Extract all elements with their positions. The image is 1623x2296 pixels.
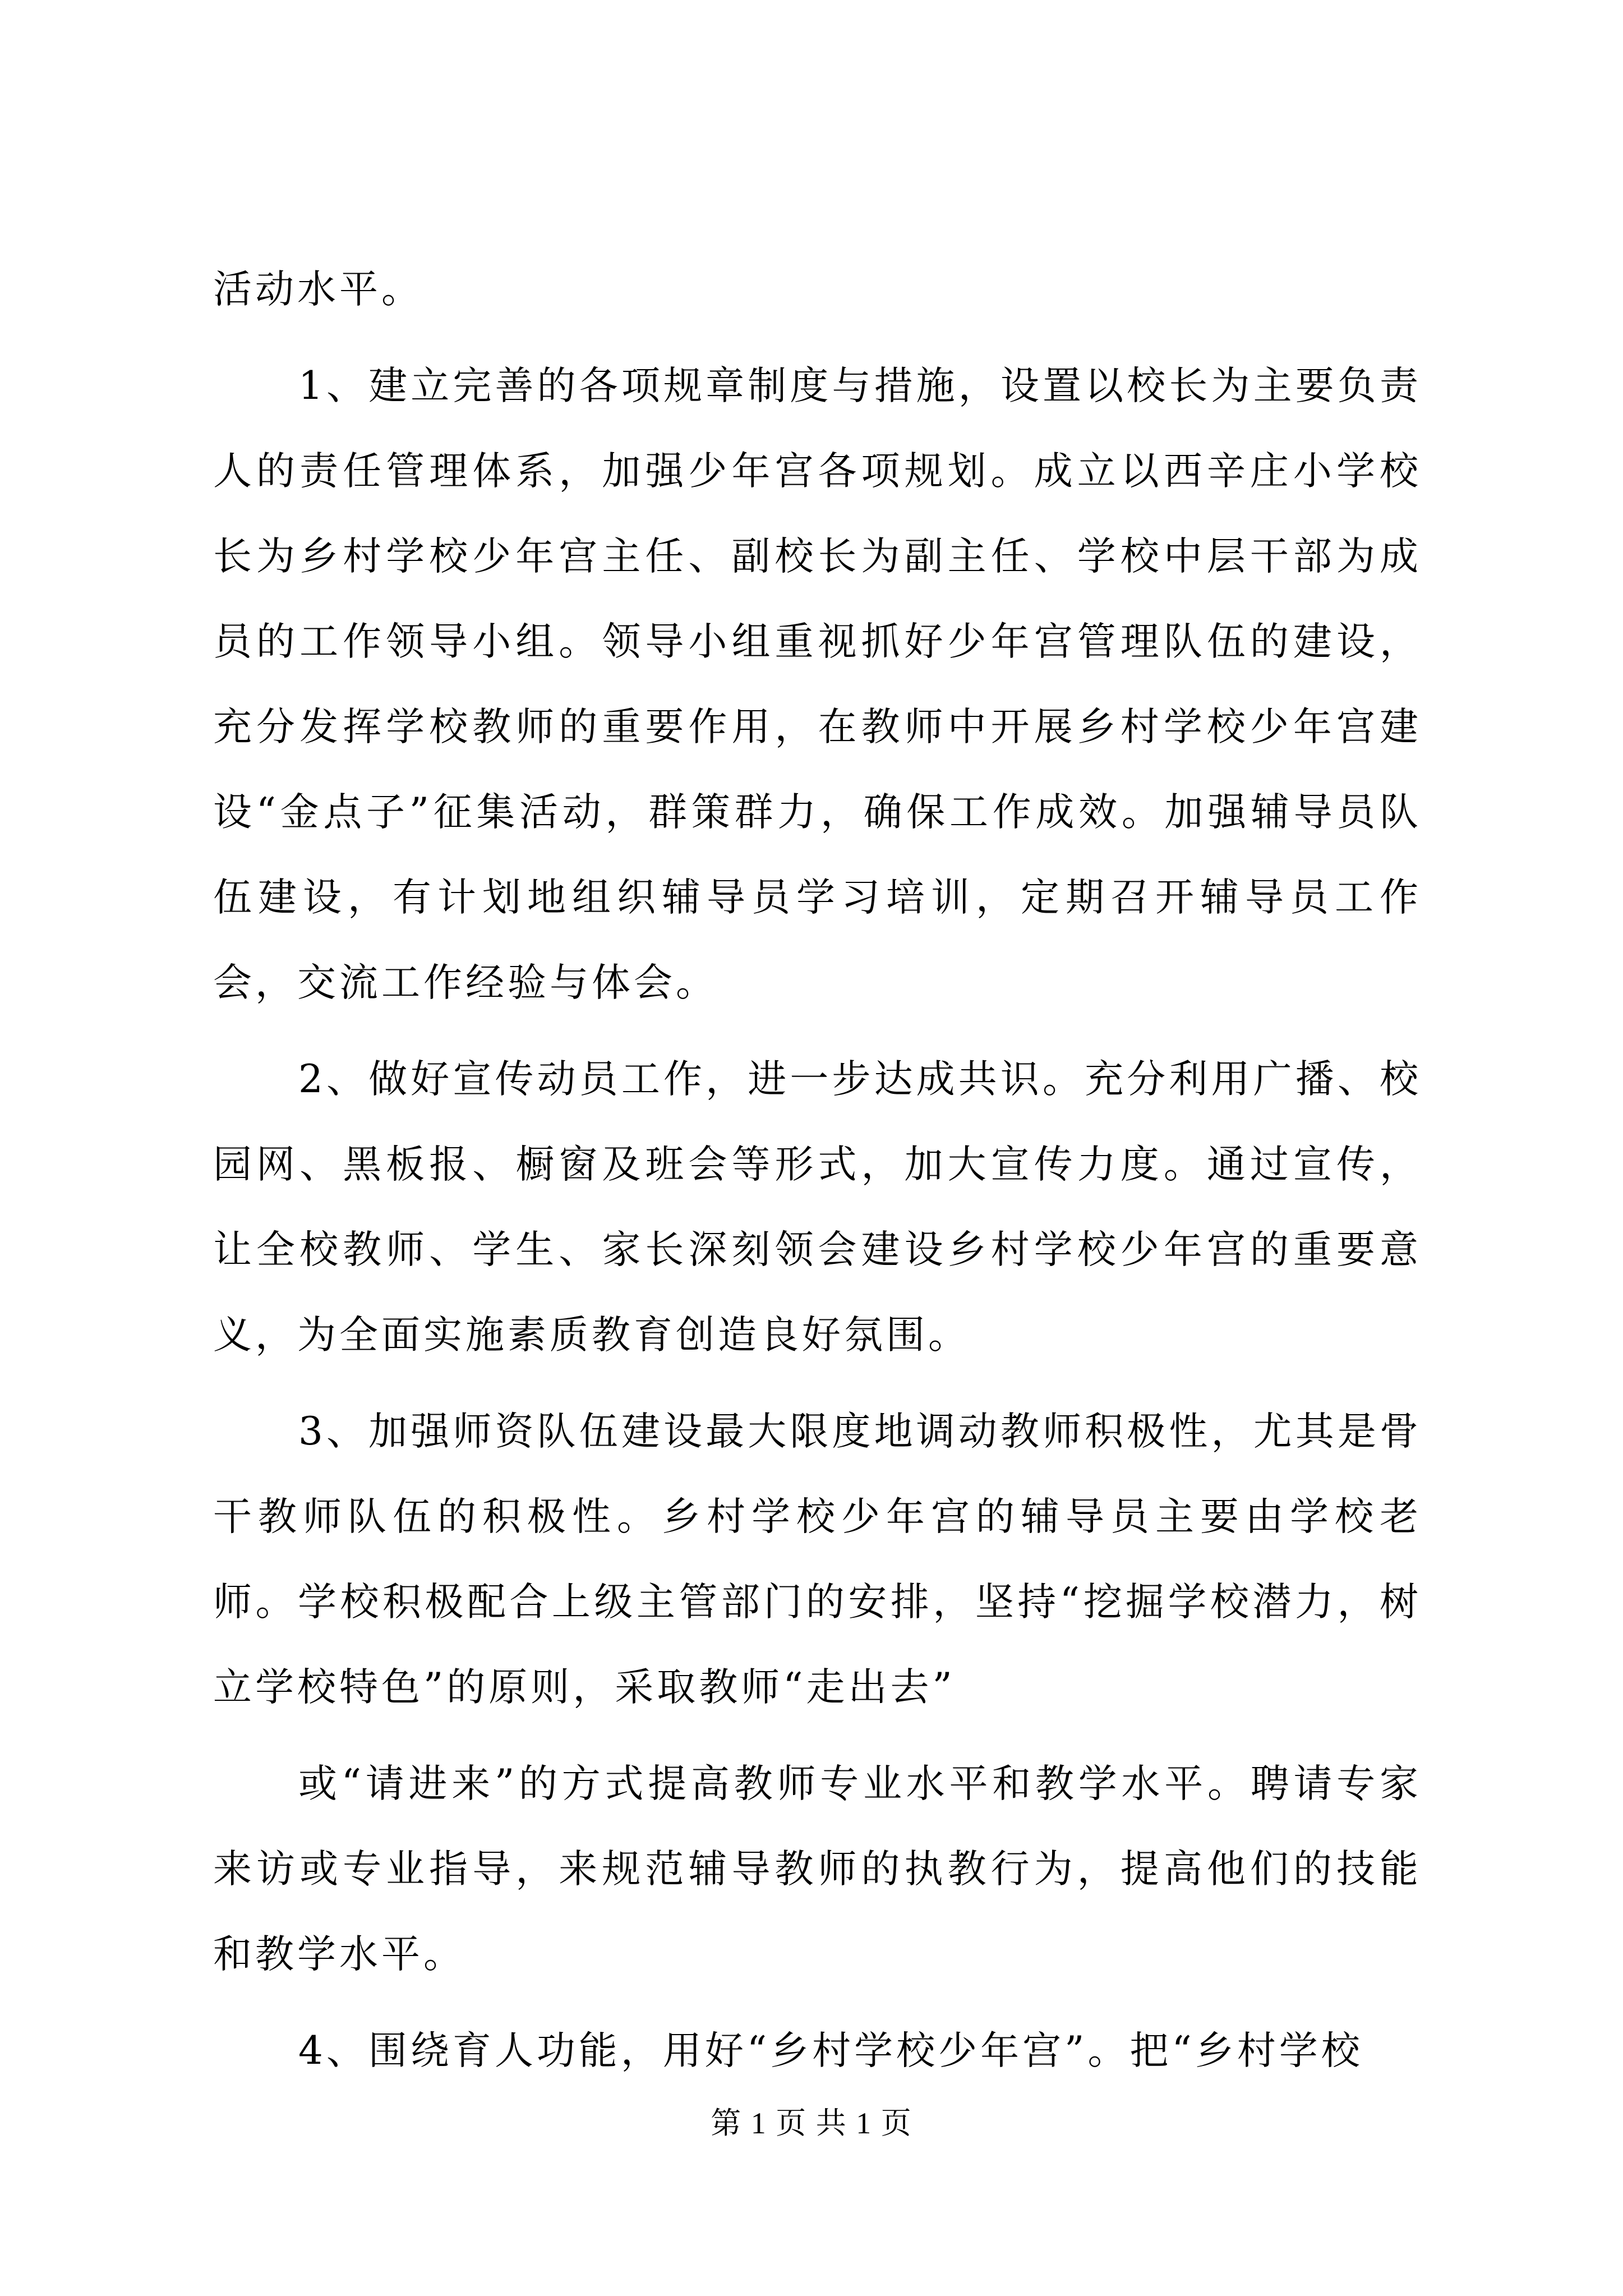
paragraph-3-continued: 或“请进来”的方式提高教师专业水平和教学水平。聘请专家来访或专业指导，来规范辅导教师的执教行为，提高他们的技能和教学水平。	[213, 1761, 1422, 1977]
page-footer: 第 1 页 共 1 页	[711, 2106, 912, 2140]
paragraph-2: 2、做好宣传动员工作，进一步达成共识。充分利用广播、校园网、黑板报、橱窗及班会等形式，加大宣传力度。通过宣传，让全校教师、学生、家长深刻领会建设乡村学校少年宫的重要意义，为全面实施素质教育创造良好氛围。	[213, 1057, 1422, 1358]
paragraph-3: 3、加强师资队伍建设最大限度地调动教师积极性，尤其是骨干教师队伍的积极性。乡村学校少年宫的辅导员主要由学校老师。学校积极配合上级主管部门的安排，坚持“挖掘学校潜力，树立学校特色”的原则，采取教师“走出去”	[213, 1409, 1422, 1710]
paragraph-4: 4、围绕育人功能，用好“乡村学校少年宫”。把“乡村学校	[298, 2028, 1363, 2073]
document-body	[213, 247, 1422, 2093]
paragraph-continuation: 活动水平。	[213, 267, 423, 312]
paragraph-1: 1、建立完善的各项规章制度与措施，设置以校长为主要负责人的责任管理体系，加强少年宫各项规划。成立以西辛庄小学校长为乡村学校少年宫主任、副校长为副主任、学校中层干部为成员的工作领导小组。领导小组重视抓好少年宫管理队伍的建设，充分发挥学校教师的重要作用，在教师中开展乡村学校少年宫建设“金点子”征集活动，群策群力，确保工作成效。加强辅导员队伍建设，有计划地组织辅导员学习培训，定期召开辅导员工作会，交流工作经验与体会。	[213, 364, 1422, 1005]
